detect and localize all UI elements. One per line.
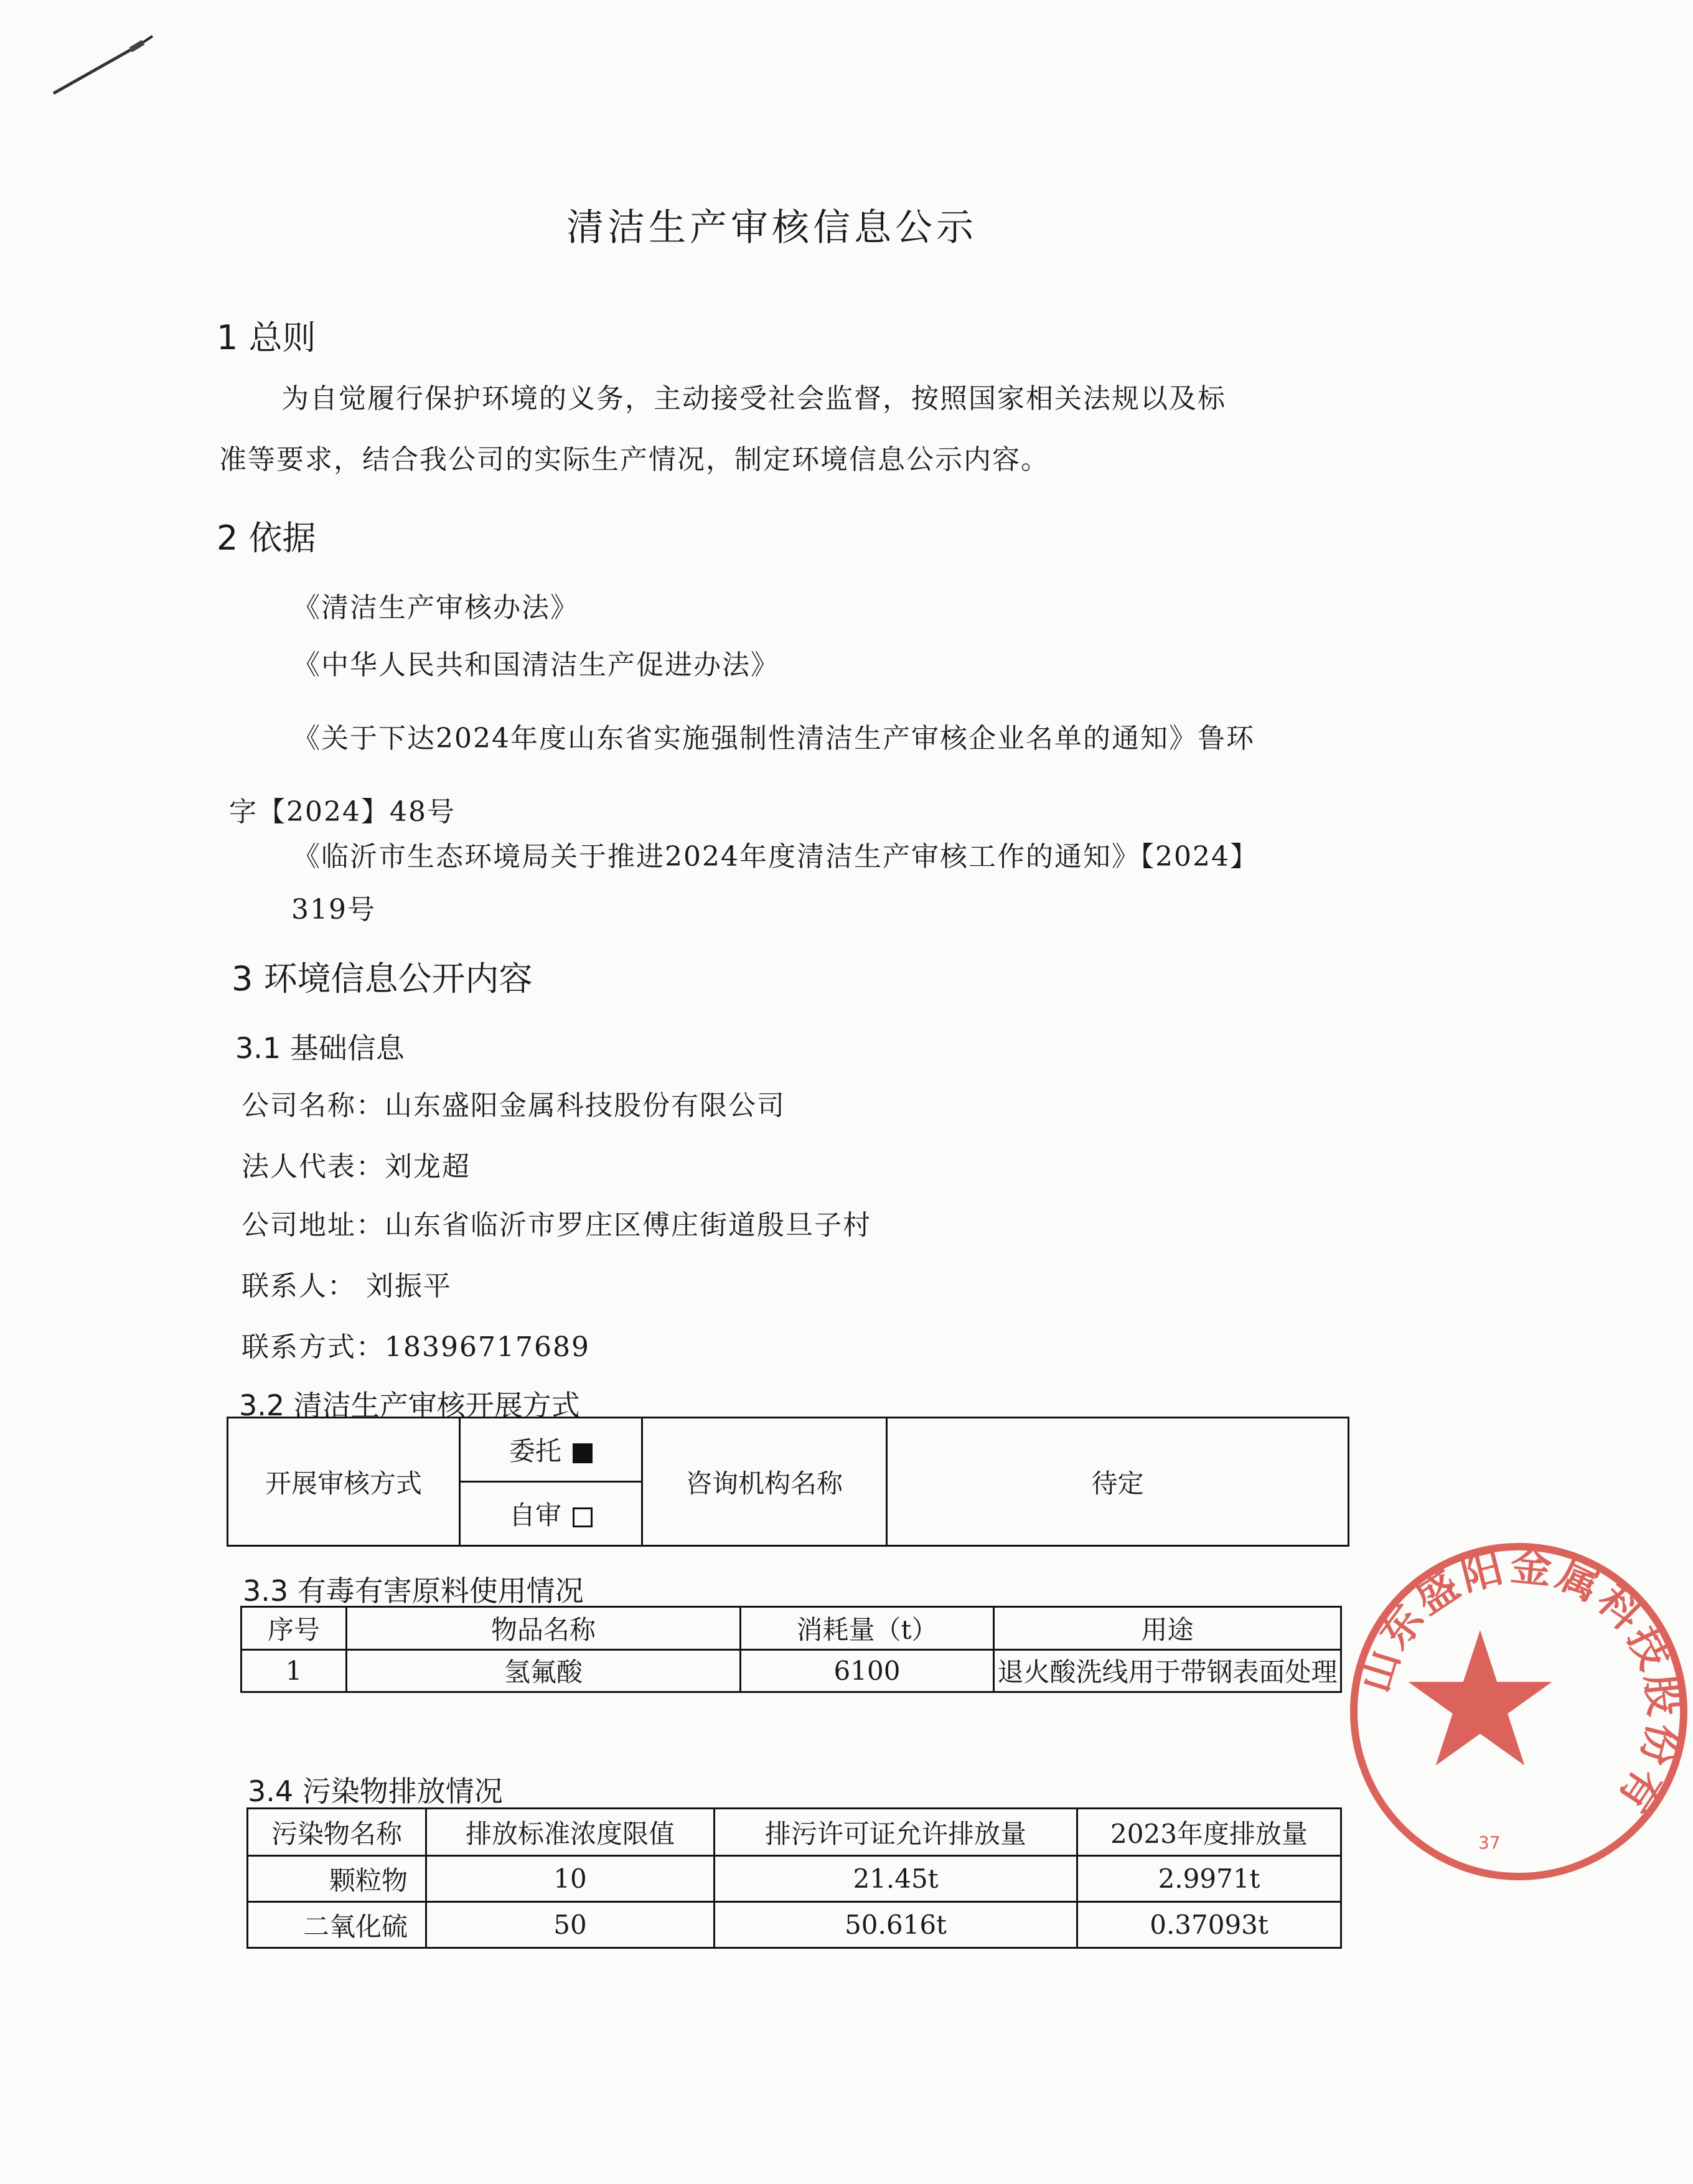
hazardous-materials-table	[240, 1606, 1342, 1693]
agency-value: 待定	[887, 1418, 1349, 1546]
s33-heading: 3.3 有毒有害原料使用情况	[243, 1574, 584, 1608]
col-header: 物品名称	[347, 1607, 741, 1650]
ref-2: 《中华人民共和国清洁生产促进办法》	[293, 649, 779, 681]
ref-4-line2: 319号	[291, 894, 376, 926]
table-cell: 10	[426, 1856, 715, 1902]
ref-1: 《清洁生产审核办法》	[293, 592, 579, 624]
table-cell: 二氧化硫	[248, 1902, 426, 1948]
table-cell: 50	[426, 1902, 715, 1948]
table-cell: 2.9971t	[1077, 1856, 1341, 1902]
table-row	[248, 1902, 1341, 1948]
table-cell: 颗粒物	[248, 1856, 426, 1902]
company-name: 公司名称：山东盛阳金属科技股份有限公司	[242, 1090, 786, 1122]
s34-heading: 3.4 污染物排放情况	[248, 1774, 503, 1808]
table-cell: 0.37093t	[1077, 1902, 1341, 1948]
checked-box-icon	[573, 1443, 593, 1463]
company-seal	[1344, 1537, 1693, 1886]
company-address: 公司地址：山东省临沂市罗庄区傅庄街道殷旦子村	[242, 1209, 871, 1241]
ref-3-line2: 字【2024】48号	[229, 796, 456, 828]
section1-heading: 1 总则	[217, 318, 316, 357]
s32-heading: 3.2 清洁生产审核开展方式	[239, 1389, 580, 1422]
s31-heading: 3.1 基础信息	[235, 1031, 405, 1065]
col-header: 排放标准浓度限值	[426, 1809, 715, 1856]
table-cell: 50.616t	[715, 1902, 1077, 1948]
option-entrust	[460, 1418, 642, 1482]
col-header: 排污许可证允许排放量	[715, 1809, 1077, 1856]
table-row	[248, 1856, 1341, 1902]
contact-person: 联系人： 刘振平	[242, 1270, 452, 1302]
section2-heading: 2 依据	[217, 518, 316, 558]
ref-4-line1: 《临沂市生态环境局关于推进2024年度清洁生产审核工作的通知》【2024】	[293, 841, 1259, 873]
col-header: 用途	[994, 1607, 1341, 1650]
col-header: 消耗量（t）	[741, 1607, 994, 1650]
ref-3-line1: 《关于下达2024年度山东省实施强制性清洁生产审核企业名单的通知》鲁环	[293, 723, 1255, 754]
agency-label: 咨询机构名称	[642, 1418, 887, 1546]
pen-mark	[50, 25, 156, 100]
legal-representative: 法人代表：刘龙超	[242, 1151, 471, 1183]
method-label: 开展审核方式	[228, 1418, 460, 1546]
table-cell: 21.45t	[715, 1856, 1077, 1902]
section1-line1: 为自觉履行保护环境的义务，主动接受社会监督，按照国家相关法规以及标	[281, 383, 1226, 415]
option-entrust-label: 委托	[509, 1436, 561, 1466]
table-cell: 6100	[741, 1649, 994, 1692]
table-cell: 1	[242, 1649, 347, 1692]
option-self-audit	[460, 1482, 642, 1546]
unchecked-box-icon	[573, 1507, 593, 1527]
audit-method-table	[227, 1417, 1349, 1547]
table-cell: 退火酸洗线用于带钢表面处理	[994, 1649, 1341, 1692]
svg-text:37: 37	[1478, 1832, 1501, 1853]
col-header: 污染物名称	[248, 1809, 426, 1856]
section3-heading: 3 环境信息公开内容	[232, 959, 533, 998]
contact-phone: 联系方式：18396717689	[242, 1331, 590, 1363]
table-row	[242, 1649, 1341, 1692]
option-self-audit-label: 自审	[509, 1500, 561, 1530]
col-header: 序号	[242, 1607, 347, 1650]
col-header: 2023年度排放量	[1077, 1809, 1341, 1856]
pollutant-emissions-table	[246, 1807, 1342, 1949]
section1-line2: 准等要求，结合我公司的实际生产情况，制定环境信息公示内容。	[219, 444, 1049, 476]
page-title: 清洁生产审核信息公示	[566, 206, 977, 250]
table-cell: 氢氟酸	[347, 1649, 741, 1692]
svg-text:山东盛阳金属科技股份有: 山东盛阳金属科技股份有	[1351, 1541, 1689, 1824]
